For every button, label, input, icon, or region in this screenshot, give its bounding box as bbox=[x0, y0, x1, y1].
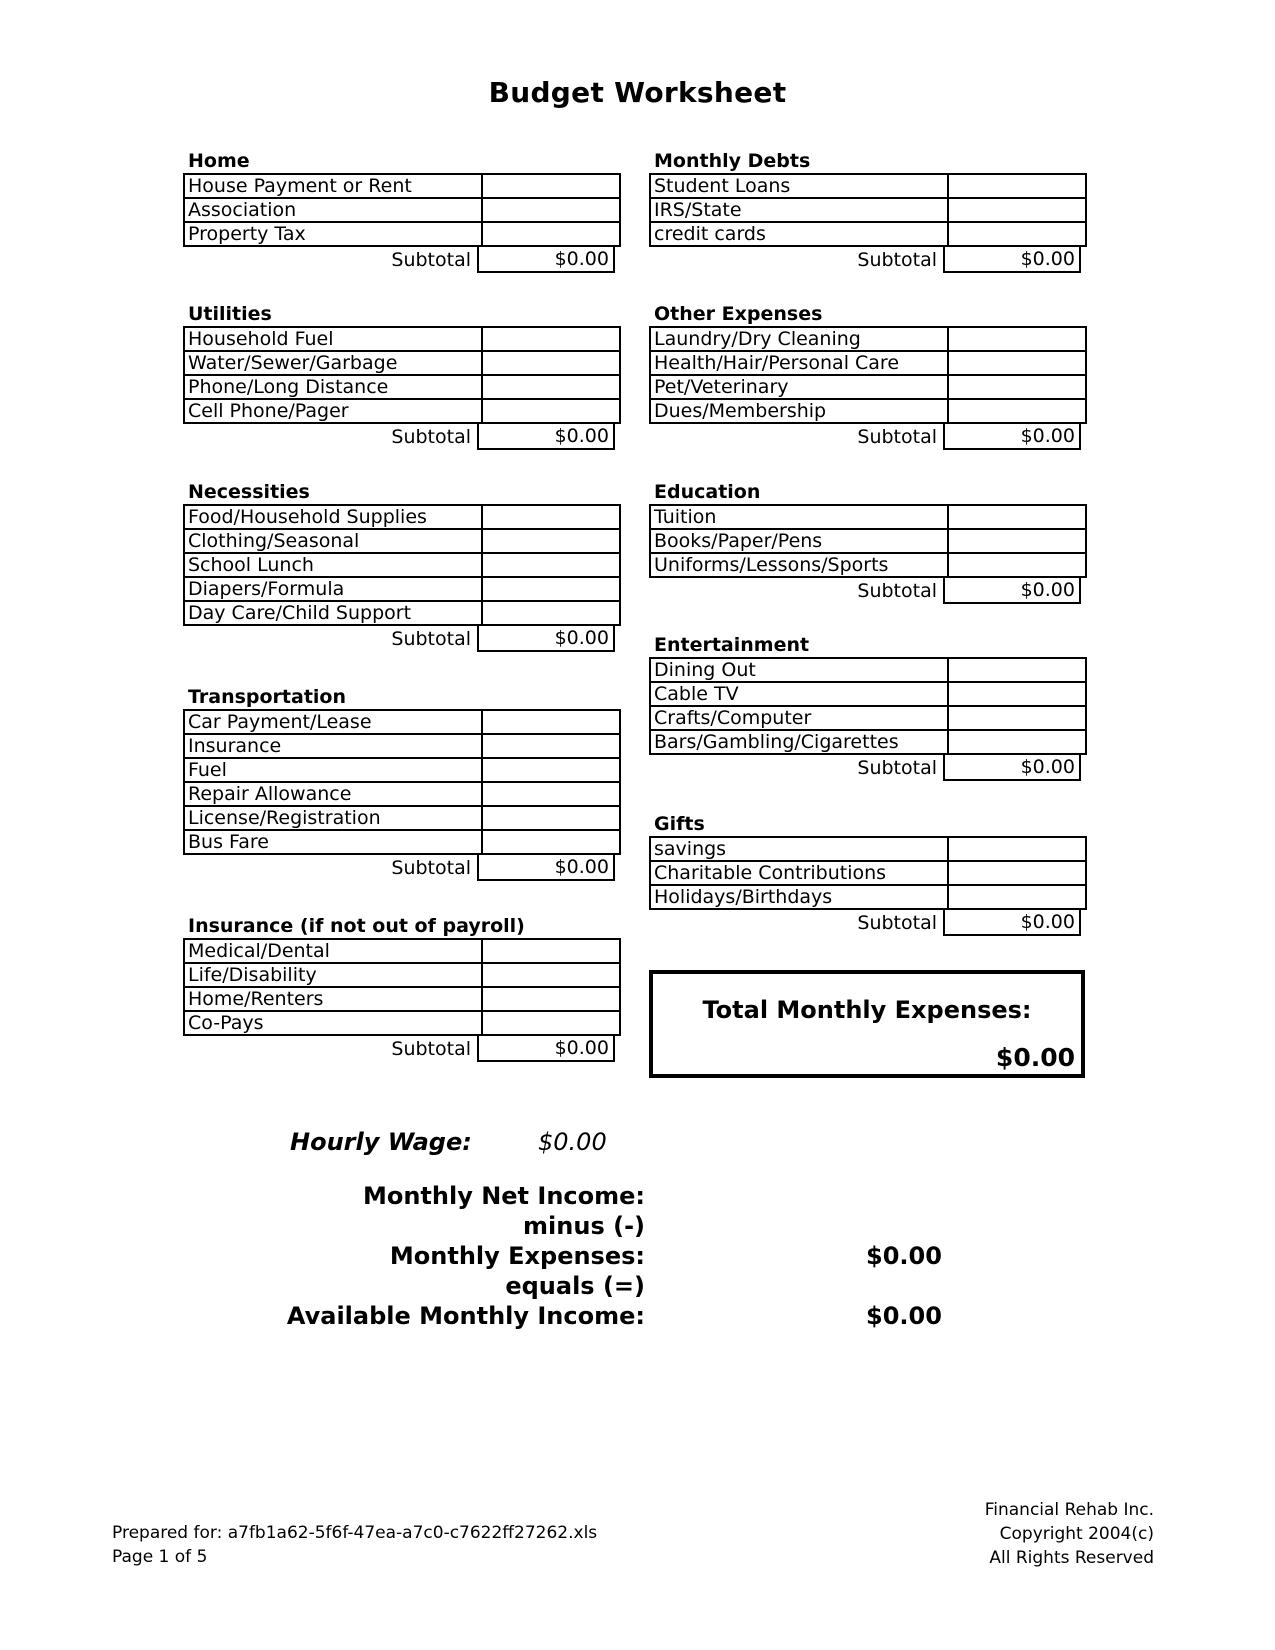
hourly-wage-value[interactable]: $0.00 bbox=[538, 1128, 607, 1156]
item-label: Co-Pays bbox=[184, 1011, 482, 1035]
item-amount-cell[interactable] bbox=[948, 198, 1086, 222]
table-row bbox=[650, 837, 1086, 861]
item-amount-cell[interactable] bbox=[948, 351, 1086, 375]
rights-text: All Rights Reserved bbox=[989, 1548, 1154, 1568]
item-label: savings bbox=[650, 837, 948, 861]
items-table bbox=[649, 504, 1087, 578]
section-title: Utilities bbox=[188, 303, 272, 325]
item-label: Dining Out bbox=[650, 658, 948, 682]
item-label: Health/Hair/Personal Care bbox=[650, 351, 948, 375]
item-label: Bars/Gambling/Cigarettes bbox=[650, 730, 948, 754]
total-monthly-expenses-value: $0.00 bbox=[995, 1043, 1075, 1072]
total-monthly-expenses-label: Total Monthly Expenses: bbox=[702, 996, 1032, 1024]
item-amount-cell[interactable] bbox=[948, 837, 1086, 861]
items-table bbox=[649, 326, 1087, 424]
item-amount-cell[interactable] bbox=[948, 861, 1086, 885]
subtotal-row bbox=[649, 578, 1083, 604]
subtotal-row bbox=[183, 247, 617, 273]
minus-label: minus (-) bbox=[523, 1212, 645, 1240]
item-amount-cell[interactable] bbox=[948, 553, 1086, 577]
item-label: Uniforms/Lessons/Sports bbox=[650, 553, 948, 577]
item-amount-cell[interactable] bbox=[948, 682, 1086, 706]
table-row bbox=[184, 987, 620, 1011]
subtotal-row bbox=[183, 855, 617, 881]
subtotal-row bbox=[183, 424, 617, 450]
total-monthly-expenses-box bbox=[649, 970, 1085, 1078]
item-label: Pet/Veterinary bbox=[650, 375, 948, 399]
subtotal-label: Subtotal bbox=[391, 249, 471, 271]
subtotal-row bbox=[649, 424, 1083, 450]
item-amount-cell[interactable] bbox=[482, 222, 620, 246]
table-row bbox=[650, 399, 1086, 423]
item-amount-cell[interactable] bbox=[948, 375, 1086, 399]
item-label: School Lunch bbox=[184, 553, 482, 577]
item-label: Dues/Membership bbox=[650, 399, 948, 423]
table-row bbox=[650, 730, 1086, 754]
item-label: Books/Paper/Pens bbox=[650, 529, 948, 553]
subtotal-row bbox=[183, 626, 617, 652]
item-label: Association bbox=[184, 198, 482, 222]
item-amount-cell[interactable] bbox=[482, 198, 620, 222]
item-label: House Payment or Rent bbox=[184, 174, 482, 198]
items-table bbox=[183, 709, 621, 855]
table-row bbox=[650, 885, 1086, 909]
section-gifts bbox=[649, 812, 1083, 936]
subtotal-row bbox=[649, 910, 1083, 936]
available-monthly-income-label: Available Monthly Income: bbox=[286, 1302, 645, 1330]
item-label: Repair Allowance bbox=[184, 782, 482, 806]
page-title: Budget Worksheet bbox=[488, 76, 787, 109]
item-amount-cell[interactable] bbox=[482, 529, 620, 553]
section-title: Monthly Debts bbox=[654, 150, 811, 172]
table-row bbox=[184, 939, 620, 963]
item-label: Day Care/Child Support bbox=[184, 601, 482, 625]
item-amount-cell[interactable] bbox=[482, 375, 620, 399]
subtotal-label: Subtotal bbox=[857, 249, 937, 271]
item-amount-cell[interactable] bbox=[482, 399, 620, 423]
item-label: Water/Sewer/Garbage bbox=[184, 351, 482, 375]
item-amount-cell[interactable] bbox=[948, 174, 1086, 198]
subtotal-value: $0.00 bbox=[477, 626, 615, 652]
table-row bbox=[650, 375, 1086, 399]
section-title: Home bbox=[188, 150, 250, 172]
item-label: Home/Renters bbox=[184, 987, 482, 1011]
item-label: Student Loans bbox=[650, 174, 948, 198]
monthly-net-income-label: Monthly Net Income: bbox=[362, 1182, 645, 1210]
company-name-text: Financial Rehab Inc. bbox=[984, 1500, 1154, 1520]
item-amount-cell[interactable] bbox=[948, 222, 1086, 246]
items-table bbox=[649, 173, 1087, 247]
item-amount-cell[interactable] bbox=[482, 577, 620, 601]
subtotal-value: $0.00 bbox=[943, 755, 1081, 781]
item-amount-cell[interactable] bbox=[482, 601, 620, 625]
subtotal-label: Subtotal bbox=[391, 628, 471, 650]
subtotal-label: Subtotal bbox=[857, 912, 937, 934]
item-label: Insurance bbox=[184, 734, 482, 758]
item-amount-cell[interactable] bbox=[482, 987, 620, 1011]
section-necessities bbox=[183, 480, 617, 652]
section-home bbox=[183, 149, 617, 273]
subtotal-value: $0.00 bbox=[477, 855, 615, 881]
footer-left bbox=[112, 1521, 597, 1569]
available-monthly-income-value: $0.00 bbox=[866, 1302, 942, 1330]
items-table bbox=[649, 657, 1087, 755]
subtotal-value: $0.00 bbox=[943, 247, 1081, 273]
subtotal-label: Subtotal bbox=[391, 857, 471, 879]
table-row bbox=[184, 782, 620, 806]
table-row bbox=[650, 351, 1086, 375]
table-row bbox=[184, 505, 620, 529]
table-row bbox=[184, 399, 620, 423]
section-title: Education bbox=[654, 481, 761, 503]
table-row bbox=[184, 601, 620, 625]
subtotal-value: $0.00 bbox=[943, 424, 1081, 450]
equals-label: equals (=) bbox=[505, 1272, 645, 1300]
item-label: credit cards bbox=[650, 222, 948, 246]
items-table bbox=[183, 173, 621, 247]
item-label: Bus Fare bbox=[184, 830, 482, 854]
items-table bbox=[183, 326, 621, 424]
item-amount-cell[interactable] bbox=[948, 327, 1086, 351]
subtotal-label: Subtotal bbox=[391, 1038, 471, 1060]
section-entertainment bbox=[649, 633, 1083, 781]
subtotal-value: $0.00 bbox=[477, 247, 615, 273]
item-amount-cell[interactable] bbox=[482, 782, 620, 806]
table-row bbox=[184, 174, 620, 198]
item-label: Food/Household Supplies bbox=[184, 505, 482, 529]
table-row bbox=[650, 198, 1086, 222]
item-amount-cell[interactable] bbox=[482, 806, 620, 830]
item-amount-cell[interactable] bbox=[482, 963, 620, 987]
item-amount-cell[interactable] bbox=[948, 658, 1086, 682]
copyright-text: Copyright 2004(c) bbox=[999, 1524, 1154, 1544]
table-row bbox=[650, 658, 1086, 682]
table-row bbox=[650, 327, 1086, 351]
items-table bbox=[183, 504, 621, 626]
item-label: Diapers/Formula bbox=[184, 577, 482, 601]
monthly-expenses-label: Monthly Expenses: bbox=[389, 1242, 645, 1270]
item-amount-cell[interactable] bbox=[482, 830, 620, 854]
table-row bbox=[184, 963, 620, 987]
item-label: Clothing/Seasonal bbox=[184, 529, 482, 553]
item-amount-cell[interactable] bbox=[482, 553, 620, 577]
section-utilities bbox=[183, 302, 617, 450]
table-row bbox=[184, 710, 620, 734]
table-row bbox=[184, 830, 620, 854]
table-row bbox=[184, 351, 620, 375]
section-insurance bbox=[183, 914, 617, 1062]
item-amount-cell[interactable] bbox=[482, 1011, 620, 1035]
section-education bbox=[649, 480, 1083, 604]
table-row bbox=[650, 505, 1086, 529]
table-row bbox=[184, 806, 620, 830]
section-monthly-debts bbox=[649, 149, 1083, 273]
page-number-text: Page 1 of 5 bbox=[112, 1547, 208, 1567]
subtotal-value: $0.00 bbox=[943, 578, 1081, 604]
table-row bbox=[184, 734, 620, 758]
footer-right bbox=[985, 1498, 1154, 1570]
subtotal-label: Subtotal bbox=[391, 426, 471, 448]
section-title: Entertainment bbox=[654, 634, 810, 656]
item-label: Life/Disability bbox=[184, 963, 482, 987]
subtotal-row bbox=[183, 1036, 617, 1062]
section-title: Gifts bbox=[654, 813, 705, 835]
table-row bbox=[184, 529, 620, 553]
table-row bbox=[184, 1011, 620, 1035]
table-row bbox=[650, 529, 1086, 553]
item-amount-cell[interactable] bbox=[948, 505, 1086, 529]
item-amount-cell[interactable] bbox=[482, 505, 620, 529]
table-row bbox=[650, 682, 1086, 706]
item-amount-cell[interactable] bbox=[948, 885, 1086, 909]
item-amount-cell[interactable] bbox=[948, 529, 1086, 553]
section-other-expenses bbox=[649, 302, 1083, 450]
table-row bbox=[184, 553, 620, 577]
item-label: Crafts/Computer bbox=[650, 706, 948, 730]
subtotal-value: $0.00 bbox=[943, 910, 1081, 936]
section-title: Other Expenses bbox=[654, 303, 823, 325]
subtotal-row bbox=[649, 755, 1083, 781]
table-row bbox=[184, 375, 620, 399]
monthly-expenses-value: $0.00 bbox=[866, 1242, 942, 1270]
table-row bbox=[184, 577, 620, 601]
subtotal-label: Subtotal bbox=[857, 580, 937, 602]
item-label: Phone/Long Distance bbox=[184, 375, 482, 399]
item-amount-cell[interactable] bbox=[482, 939, 620, 963]
prepared-for-text: Prepared for: a7fb1a62-5f6f-47ea-a7c0-c7622ff27262.xls bbox=[112, 1523, 598, 1543]
item-amount-cell[interactable] bbox=[948, 730, 1086, 754]
table-row bbox=[184, 758, 620, 782]
table-row bbox=[184, 327, 620, 351]
items-table bbox=[183, 938, 621, 1036]
item-amount-cell[interactable] bbox=[482, 174, 620, 198]
item-amount-cell[interactable] bbox=[482, 758, 620, 782]
section-title: Transportation bbox=[188, 686, 347, 708]
table-row bbox=[650, 222, 1086, 246]
section-transportation bbox=[183, 685, 617, 881]
item-label: Property Tax bbox=[184, 222, 482, 246]
item-amount-cell[interactable] bbox=[482, 710, 620, 734]
section-title: Insurance (if not out of payroll) bbox=[188, 915, 525, 937]
item-label: License/Registration bbox=[184, 806, 482, 830]
item-amount-cell[interactable] bbox=[948, 399, 1086, 423]
item-label: Cell Phone/Pager bbox=[184, 399, 482, 423]
table-row bbox=[184, 222, 620, 246]
item-amount-cell[interactable] bbox=[482, 734, 620, 758]
item-amount-cell[interactable] bbox=[482, 327, 620, 351]
table-row bbox=[650, 174, 1086, 198]
item-label: Charitable Contributions bbox=[650, 861, 948, 885]
table-row bbox=[650, 553, 1086, 577]
item-label: Car Payment/Lease bbox=[184, 710, 482, 734]
item-label: Laundry/Dry Cleaning bbox=[650, 327, 948, 351]
item-label: Household Fuel bbox=[184, 327, 482, 351]
section-title: Necessities bbox=[188, 481, 310, 503]
item-label: Tuition bbox=[650, 505, 948, 529]
subtotal-row bbox=[649, 247, 1083, 273]
subtotal-label: Subtotal bbox=[857, 426, 937, 448]
table-row bbox=[650, 706, 1086, 730]
subtotal-value: $0.00 bbox=[477, 1036, 615, 1062]
subtotal-label: Subtotal bbox=[857, 757, 937, 779]
item-label: Fuel bbox=[184, 758, 482, 782]
item-amount-cell[interactable] bbox=[482, 351, 620, 375]
table-row bbox=[184, 198, 620, 222]
item-label: IRS/State bbox=[650, 198, 948, 222]
item-label: Medical/Dental bbox=[184, 939, 482, 963]
table-row bbox=[650, 861, 1086, 885]
item-label: Holidays/Birthdays bbox=[650, 885, 948, 909]
item-amount-cell[interactable] bbox=[948, 706, 1086, 730]
item-label: Cable TV bbox=[650, 682, 948, 706]
items-table bbox=[649, 836, 1087, 910]
subtotal-value: $0.00 bbox=[477, 424, 615, 450]
hourly-wage-label: Hourly Wage: bbox=[290, 1128, 472, 1156]
